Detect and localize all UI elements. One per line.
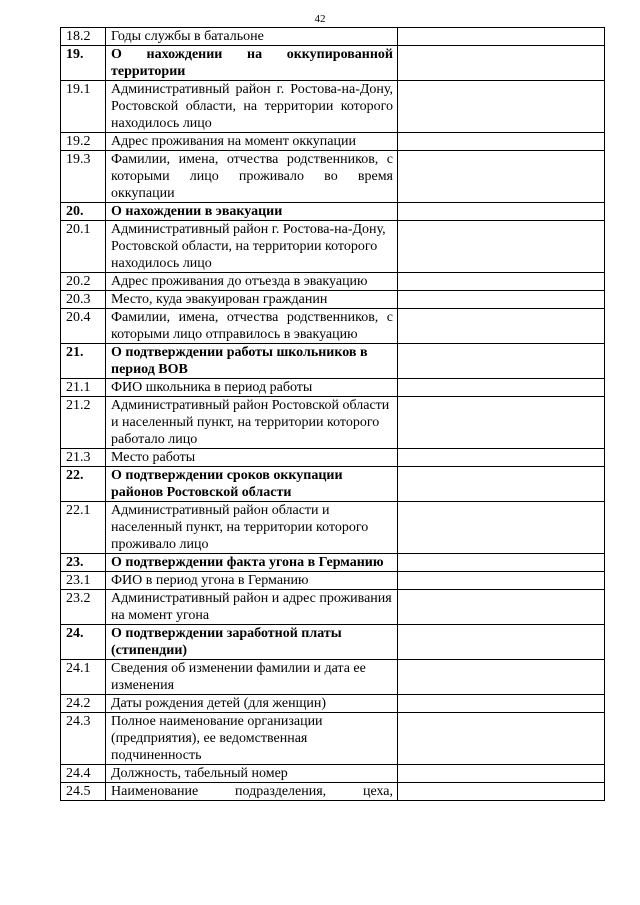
table-row (61, 291, 605, 309)
item-number: 20. (61, 203, 106, 221)
table-row (61, 379, 605, 397)
answer-cell[interactable] (398, 28, 605, 46)
table-row (61, 28, 605, 46)
item-number: 24.3 (61, 713, 106, 765)
answer-cell[interactable] (398, 590, 605, 625)
answer-cell[interactable] (398, 379, 605, 397)
item-description: Адрес проживания до отъезда в эвакуацию (106, 273, 398, 291)
item-description: Наименование подразделения, цеха, (106, 783, 398, 801)
item-description: Место, куда эвакуирован гражданин (106, 291, 398, 309)
answer-cell[interactable] (398, 151, 605, 203)
item-description: Адрес проживания на момент оккупации (106, 133, 398, 151)
table-row (61, 695, 605, 713)
table-row (61, 81, 605, 133)
answer-cell[interactable] (398, 344, 605, 379)
page-number: 42 (314, 13, 326, 25)
section-header-row (61, 344, 605, 379)
answer-cell[interactable] (398, 554, 605, 572)
item-number: 24.5 (61, 783, 106, 801)
answer-cell[interactable] (398, 713, 605, 765)
questionnaire-table (60, 27, 605, 801)
item-description: Административный район Ростовской области и населенный пункт, на территории которого работало лицо (106, 397, 398, 449)
section-header-row (61, 625, 605, 660)
item-description: Годы службы в батальоне (106, 28, 398, 46)
answer-cell[interactable] (398, 46, 605, 81)
section-header-row (61, 46, 605, 81)
item-number: 24.4 (61, 765, 106, 783)
item-description: Полное наименование организации (предприятия), ее ведомственная подчиненность (106, 713, 398, 765)
table-body (61, 28, 605, 801)
table-row (61, 273, 605, 291)
item-description: О подтверждении факта угона в Германию (106, 554, 398, 572)
item-number: 23.1 (61, 572, 106, 590)
item-description: ФИО в период угона в Германию (106, 572, 398, 590)
item-description: О нахождении в эвакуации (106, 203, 398, 221)
item-description: Фамилии, имена, отчества родственников, с которыми лицо отправилось в эвакуацию (106, 309, 398, 344)
item-number: 22.1 (61, 502, 106, 554)
table-row (61, 765, 605, 783)
item-number: 20.4 (61, 309, 106, 344)
table-row (61, 151, 605, 203)
answer-cell[interactable] (398, 291, 605, 309)
item-number: 18.2 (61, 28, 106, 46)
item-description: Административный район и адрес проживания на момент угона (106, 590, 398, 625)
table-row (61, 449, 605, 467)
table-row (61, 133, 605, 151)
answer-cell[interactable] (398, 502, 605, 554)
section-header-row (61, 203, 605, 221)
item-number: 21. (61, 344, 106, 379)
item-number: 20.2 (61, 273, 106, 291)
item-description: О нахождении на оккупированной территории (106, 46, 398, 81)
item-description: ФИО школьника в период работы (106, 379, 398, 397)
item-description: Административный район области и населенный пункт, на территории которого проживало лицо (106, 502, 398, 554)
item-description: Сведения об изменении фамилии и дата ее изменения (106, 660, 398, 695)
table-row (61, 502, 605, 554)
item-number: 21.1 (61, 379, 106, 397)
section-header-row (61, 467, 605, 502)
answer-cell[interactable] (398, 273, 605, 291)
item-description: Должность, табельный номер (106, 765, 398, 783)
answer-cell[interactable] (398, 133, 605, 151)
item-description: О подтверждении сроков оккупации районов Ростовской области (106, 467, 398, 502)
answer-cell[interactable] (398, 765, 605, 783)
answer-cell[interactable] (398, 203, 605, 221)
answer-cell[interactable] (398, 467, 605, 502)
item-description: Административный район г. Ростова-на-Дону, Ростовской области, на территории которого находилось лицо (106, 81, 398, 133)
item-number: 19.3 (61, 151, 106, 203)
item-number: 19. (61, 46, 106, 81)
item-number: 19.2 (61, 133, 106, 151)
answer-cell[interactable] (398, 81, 605, 133)
answer-cell[interactable] (398, 309, 605, 344)
table-row (61, 309, 605, 344)
item-number: 23.2 (61, 590, 106, 625)
item-number: 20.3 (61, 291, 106, 309)
table-row (61, 397, 605, 449)
answer-cell[interactable] (398, 695, 605, 713)
table-row (61, 713, 605, 765)
item-description: Фамилии, имена, отчества родственников, с которыми лицо проживало во время оккупации (106, 151, 398, 203)
answer-cell[interactable] (398, 572, 605, 590)
item-number: 24. (61, 625, 106, 660)
item-description: Место работы (106, 449, 398, 467)
item-description: Административный район г. Ростова-на-Дону, Ростовской области, на территории которого находилось лицо (106, 221, 398, 273)
table-row (61, 590, 605, 625)
item-number: 23. (61, 554, 106, 572)
table-row (61, 660, 605, 695)
item-description: О подтверждении заработной платы (стипендии) (106, 625, 398, 660)
answer-cell[interactable] (398, 625, 605, 660)
item-number: 20.1 (61, 221, 106, 273)
table-row (61, 572, 605, 590)
item-number: 22. (61, 467, 106, 502)
item-number: 21.2 (61, 397, 106, 449)
item-number: 24.2 (61, 695, 106, 713)
item-description: Даты рождения детей (для женщин) (106, 695, 398, 713)
answer-cell[interactable] (398, 783, 605, 801)
table-row (61, 783, 605, 801)
item-number: 24.1 (61, 660, 106, 695)
answer-cell[interactable] (398, 660, 605, 695)
answer-cell[interactable] (398, 221, 605, 273)
item-number: 21.3 (61, 449, 106, 467)
answer-cell[interactable] (398, 397, 605, 449)
item-description: О подтверждении работы школьников в период ВОВ (106, 344, 398, 379)
item-number: 19.1 (61, 81, 106, 133)
answer-cell[interactable] (398, 449, 605, 467)
table-row (61, 221, 605, 273)
section-header-row (61, 554, 605, 572)
